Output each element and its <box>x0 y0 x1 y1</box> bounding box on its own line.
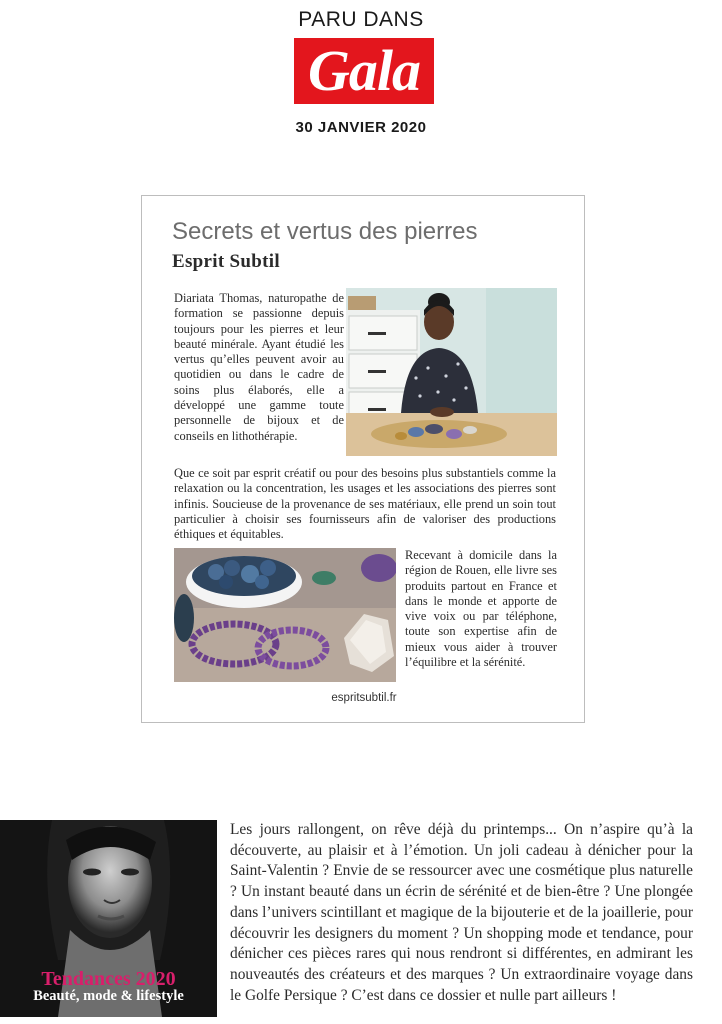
published-in-label: PARU DANS <box>298 8 424 31</box>
dossier-intro-text: Les jours rallongent, on rêve déjà du printemps... On n’aspire qu’à la découverte, au plaisir et à l’émotion. Un joli cadeau à dénicher pour la Saint-Valentin ? Envie de se ressourcer avec une cosmétique plus naturelle ? Un instant beauté dans un écrin de sérénité et de bien-être ? Une plongée dans l’univers scintillant et magique de la bijouterie et de la joaillerie, pour découvrir les designers du moment ? Un shopping mode et tendance, pour dénicher ces pièces rares qui nous rendront si différentes, en admirant les nouveautés des créateurs et des marques ? Un extraordinaire voyage dans le Golfe Persique ? C’est dans ce dossier et nulle part ailleurs ! <box>230 821 693 1004</box>
cover-title: Tendances 2020 <box>41 968 176 990</box>
article-card <box>141 195 585 723</box>
portrait-photo <box>346 288 557 456</box>
article-paragraph-3: Recevant à domicile dans la région de Rouen, elle livre ses produits partout en France et dans le monde et apporte de vive voix ou par téléphone, toute son expertise afin de mieux vous aider à trouver l’équilibre et la sérénité. <box>405 548 557 670</box>
cover-subtitle: Beauté, mode & lifestyle <box>33 988 184 1004</box>
publication-date: 30 JANVIER 2020 <box>295 119 427 136</box>
stones-photo <box>174 548 396 682</box>
article-subtitle: Esprit Subtil <box>172 251 280 272</box>
gala-logo: Gala <box>294 38 434 104</box>
website-link[interactable]: espritsubtil.fr <box>331 692 397 704</box>
article-paragraph-2: Que ce soit par esprit créatif ou pour des besoins plus substantiels comme la relaxation ou la concentration, les usages et les associations des pierres sont infinis. Soucieuse de la provenance de ses matériaux, elle prend un soin tout particulier à choisir ses fournisseurs afin de valoriser des productions éthiques et équitables. <box>174 466 556 542</box>
article-title: Secrets et vertus des pierres <box>172 218 478 245</box>
article-paragraph-1: Diariata Thomas, naturopathe de formation se passionne depuis toujours pour les pierres et leur beauté minérale. Ayant étudié les vertus qu’elles peuvent avoir au quotidien ou dans le cadre de soins plus élaborés, elle a développé une gamme toute personnelle de bijoux et de conseils en lithothérapie. <box>174 291 344 443</box>
magazine-cover <box>0 820 217 1017</box>
